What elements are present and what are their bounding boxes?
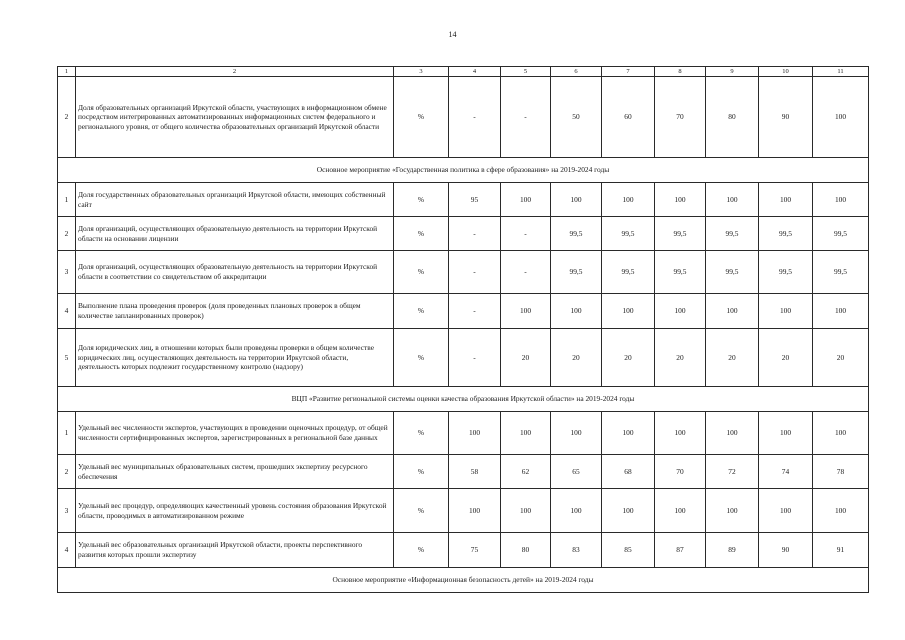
value-cell: 78 [813,455,869,489]
value-cell: 74 [759,455,813,489]
indicator-name-cell: Удельный вес образовательных организаций Иркутской области, проекты перспективного развития которых прошли экспертизу [76,533,394,568]
value-cell: 99,5 [759,217,813,251]
value-cell: - [501,251,551,294]
table-row [58,217,869,251]
section-heading: Основное мероприятие «Информационная безопасность детей» на 2019-2024 годы [58,568,869,593]
value-cell: 100 [655,183,706,217]
unit-cell: % [394,489,449,533]
column-number-cell: 7 [602,67,655,77]
indicator-name-cell: Удельный вес процедур, определяющих качественный уровень состояния образования Иркутской области, проводимых в автоматизированном режиме [76,489,394,533]
value-cell: - [449,329,501,387]
column-number-cell: 3 [394,67,449,77]
table-row [58,412,869,455]
value-cell: 100 [759,183,813,217]
section-heading: ВЦП «Развитие региональной системы оценки качества образования Иркутской области» на 2019-2024 годы [58,387,869,412]
value-cell: 100 [813,489,869,533]
value-cell: 70 [655,455,706,489]
indicator-name-cell: Удельный вес численности экспертов, участвующих в проведении оценочных процедур, от общей численности сертифицированных экспертов, зарегистрированных в региональной базе данных [76,412,394,455]
value-cell: 99,5 [706,251,759,294]
table-row [58,533,869,568]
value-cell: 90 [759,77,813,158]
value-cell: 100 [706,183,759,217]
value-cell: 80 [706,77,759,158]
row-number-cell: 2 [58,455,76,489]
unit-cell: % [394,77,449,158]
value-cell: 100 [706,294,759,329]
section-heading: Основное мероприятие «Государственная политика в сфере образования» на 2019-2024 годы [58,158,869,183]
section-heading-row [58,158,869,183]
value-cell: 100 [602,294,655,329]
value-cell: - [449,251,501,294]
page-number: 14 [448,30,457,39]
column-number-cell: 4 [449,67,501,77]
unit-cell: % [394,455,449,489]
value-cell: 80 [501,533,551,568]
value-cell: 95 [449,183,501,217]
value-cell: 99,5 [759,251,813,294]
value-cell: 100 [501,489,551,533]
column-number-row [58,67,869,77]
table-row [58,294,869,329]
row-number-cell: 1 [58,412,76,455]
value-cell: 100 [759,489,813,533]
column-number-cell: 9 [706,67,759,77]
value-cell: 100 [706,489,759,533]
value-cell: 100 [759,412,813,455]
unit-cell: % [394,183,449,217]
value-cell: 20 [813,329,869,387]
value-cell: 90 [759,533,813,568]
row-number-cell: 3 [58,489,76,533]
row-number-cell: 2 [58,217,76,251]
value-cell: 72 [706,455,759,489]
column-number-cell: 8 [655,67,706,77]
table-row [58,455,869,489]
row-number-cell: 4 [58,533,76,568]
value-cell: 83 [551,533,602,568]
row-number-cell: 1 [58,183,76,217]
indicator-name-cell: Доля государственных образовательных организаций Иркутской области, имеющих собственный сайт [76,183,394,217]
unit-cell: % [394,533,449,568]
value-cell: 100 [655,294,706,329]
row-number-cell: 2 [58,77,76,158]
table-row [58,77,869,158]
value-cell: 100 [501,412,551,455]
unit-cell: % [394,217,449,251]
indicator-name-cell: Доля юридических лиц, в отношении которых были проведены проверки в общем количестве юридических лиц, осуществляющих деятельность на территории Иркутской области, деятельность которых подлежит государственному контролю (надзору) [76,329,394,387]
row-number-cell: 4 [58,294,76,329]
section-heading-row [58,387,869,412]
indicators-table [57,66,869,593]
column-number-cell: 2 [76,67,394,77]
value-cell: 100 [551,412,602,455]
value-cell: 99,5 [706,217,759,251]
value-cell: 100 [813,294,869,329]
unit-cell: % [394,251,449,294]
value-cell: 91 [813,533,869,568]
value-cell: 60 [602,77,655,158]
value-cell: 100 [501,183,551,217]
section-heading-row [58,568,869,593]
value-cell: - [449,217,501,251]
value-cell: 58 [449,455,501,489]
row-number-cell: 5 [58,329,76,387]
value-cell: - [501,217,551,251]
column-number-cell: 11 [813,67,869,77]
value-cell: 75 [449,533,501,568]
value-cell: 100 [551,489,602,533]
table-row [58,489,869,533]
value-cell: 99,5 [655,217,706,251]
value-cell: 100 [813,183,869,217]
indicator-name-cell: Доля образовательных организаций Иркутской области, участвующих в информационном обмене посредством интегрированных автоматизированных информационных систем федерального и регионального уровня, от общего количества образовательных организаций Иркутской области [76,77,394,158]
unit-cell: % [394,329,449,387]
value-cell: 85 [602,533,655,568]
value-cell: 100 [759,294,813,329]
value-cell: 100 [602,489,655,533]
value-cell: 70 [655,77,706,158]
value-cell: 100 [551,183,602,217]
value-cell: 99,5 [551,217,602,251]
value-cell: 100 [813,77,869,158]
value-cell: 20 [602,329,655,387]
value-cell: 100 [813,412,869,455]
column-number-cell: 1 [58,67,76,77]
column-number-cell: 5 [501,67,551,77]
value-cell: 100 [655,489,706,533]
value-cell: 99,5 [813,251,869,294]
value-cell: 20 [655,329,706,387]
unit-cell: % [394,294,449,329]
indicator-name-cell: Выполнение плана проведения проверок (доля проведенных плановых проверок в общем количестве запланированных проверок) [76,294,394,329]
value-cell: 68 [602,455,655,489]
value-cell: 99,5 [551,251,602,294]
value-cell: 20 [759,329,813,387]
table-row [58,251,869,294]
value-cell: 100 [551,294,602,329]
value-cell: 20 [501,329,551,387]
value-cell: 20 [706,329,759,387]
indicator-name-cell: Доля организаций, осуществляющих образовательную деятельность на территории Иркутской области на основании лицензии [76,217,394,251]
value-cell: 100 [602,412,655,455]
unit-cell: % [394,412,449,455]
value-cell: 100 [655,412,706,455]
value-cell: 62 [501,455,551,489]
value-cell: 99,5 [602,217,655,251]
row-number-cell: 3 [58,251,76,294]
value-cell: 100 [449,412,501,455]
value-cell: 99,5 [602,251,655,294]
column-number-cell: 6 [551,67,602,77]
value-cell: 100 [449,489,501,533]
value-cell: - [449,294,501,329]
value-cell: - [501,77,551,158]
value-cell: 89 [706,533,759,568]
value-cell: 100 [706,412,759,455]
value-cell: 20 [551,329,602,387]
value-cell: 99,5 [813,217,869,251]
table-row [58,329,869,387]
indicator-name-cell: Доля организаций, осуществляющих образовательную деятельность на территории Иркутской области в соответствии со свидетельством об аккредитации [76,251,394,294]
value-cell: - [449,77,501,158]
indicator-name-cell: Удельный вес муниципальных образовательных систем, прошедших экспертизу ресурсного обеспечения [76,455,394,489]
table-row [58,183,869,217]
value-cell: 50 [551,77,602,158]
value-cell: 99,5 [655,251,706,294]
value-cell: 87 [655,533,706,568]
value-cell: 100 [501,294,551,329]
value-cell: 65 [551,455,602,489]
column-number-cell: 10 [759,67,813,77]
value-cell: 100 [602,183,655,217]
